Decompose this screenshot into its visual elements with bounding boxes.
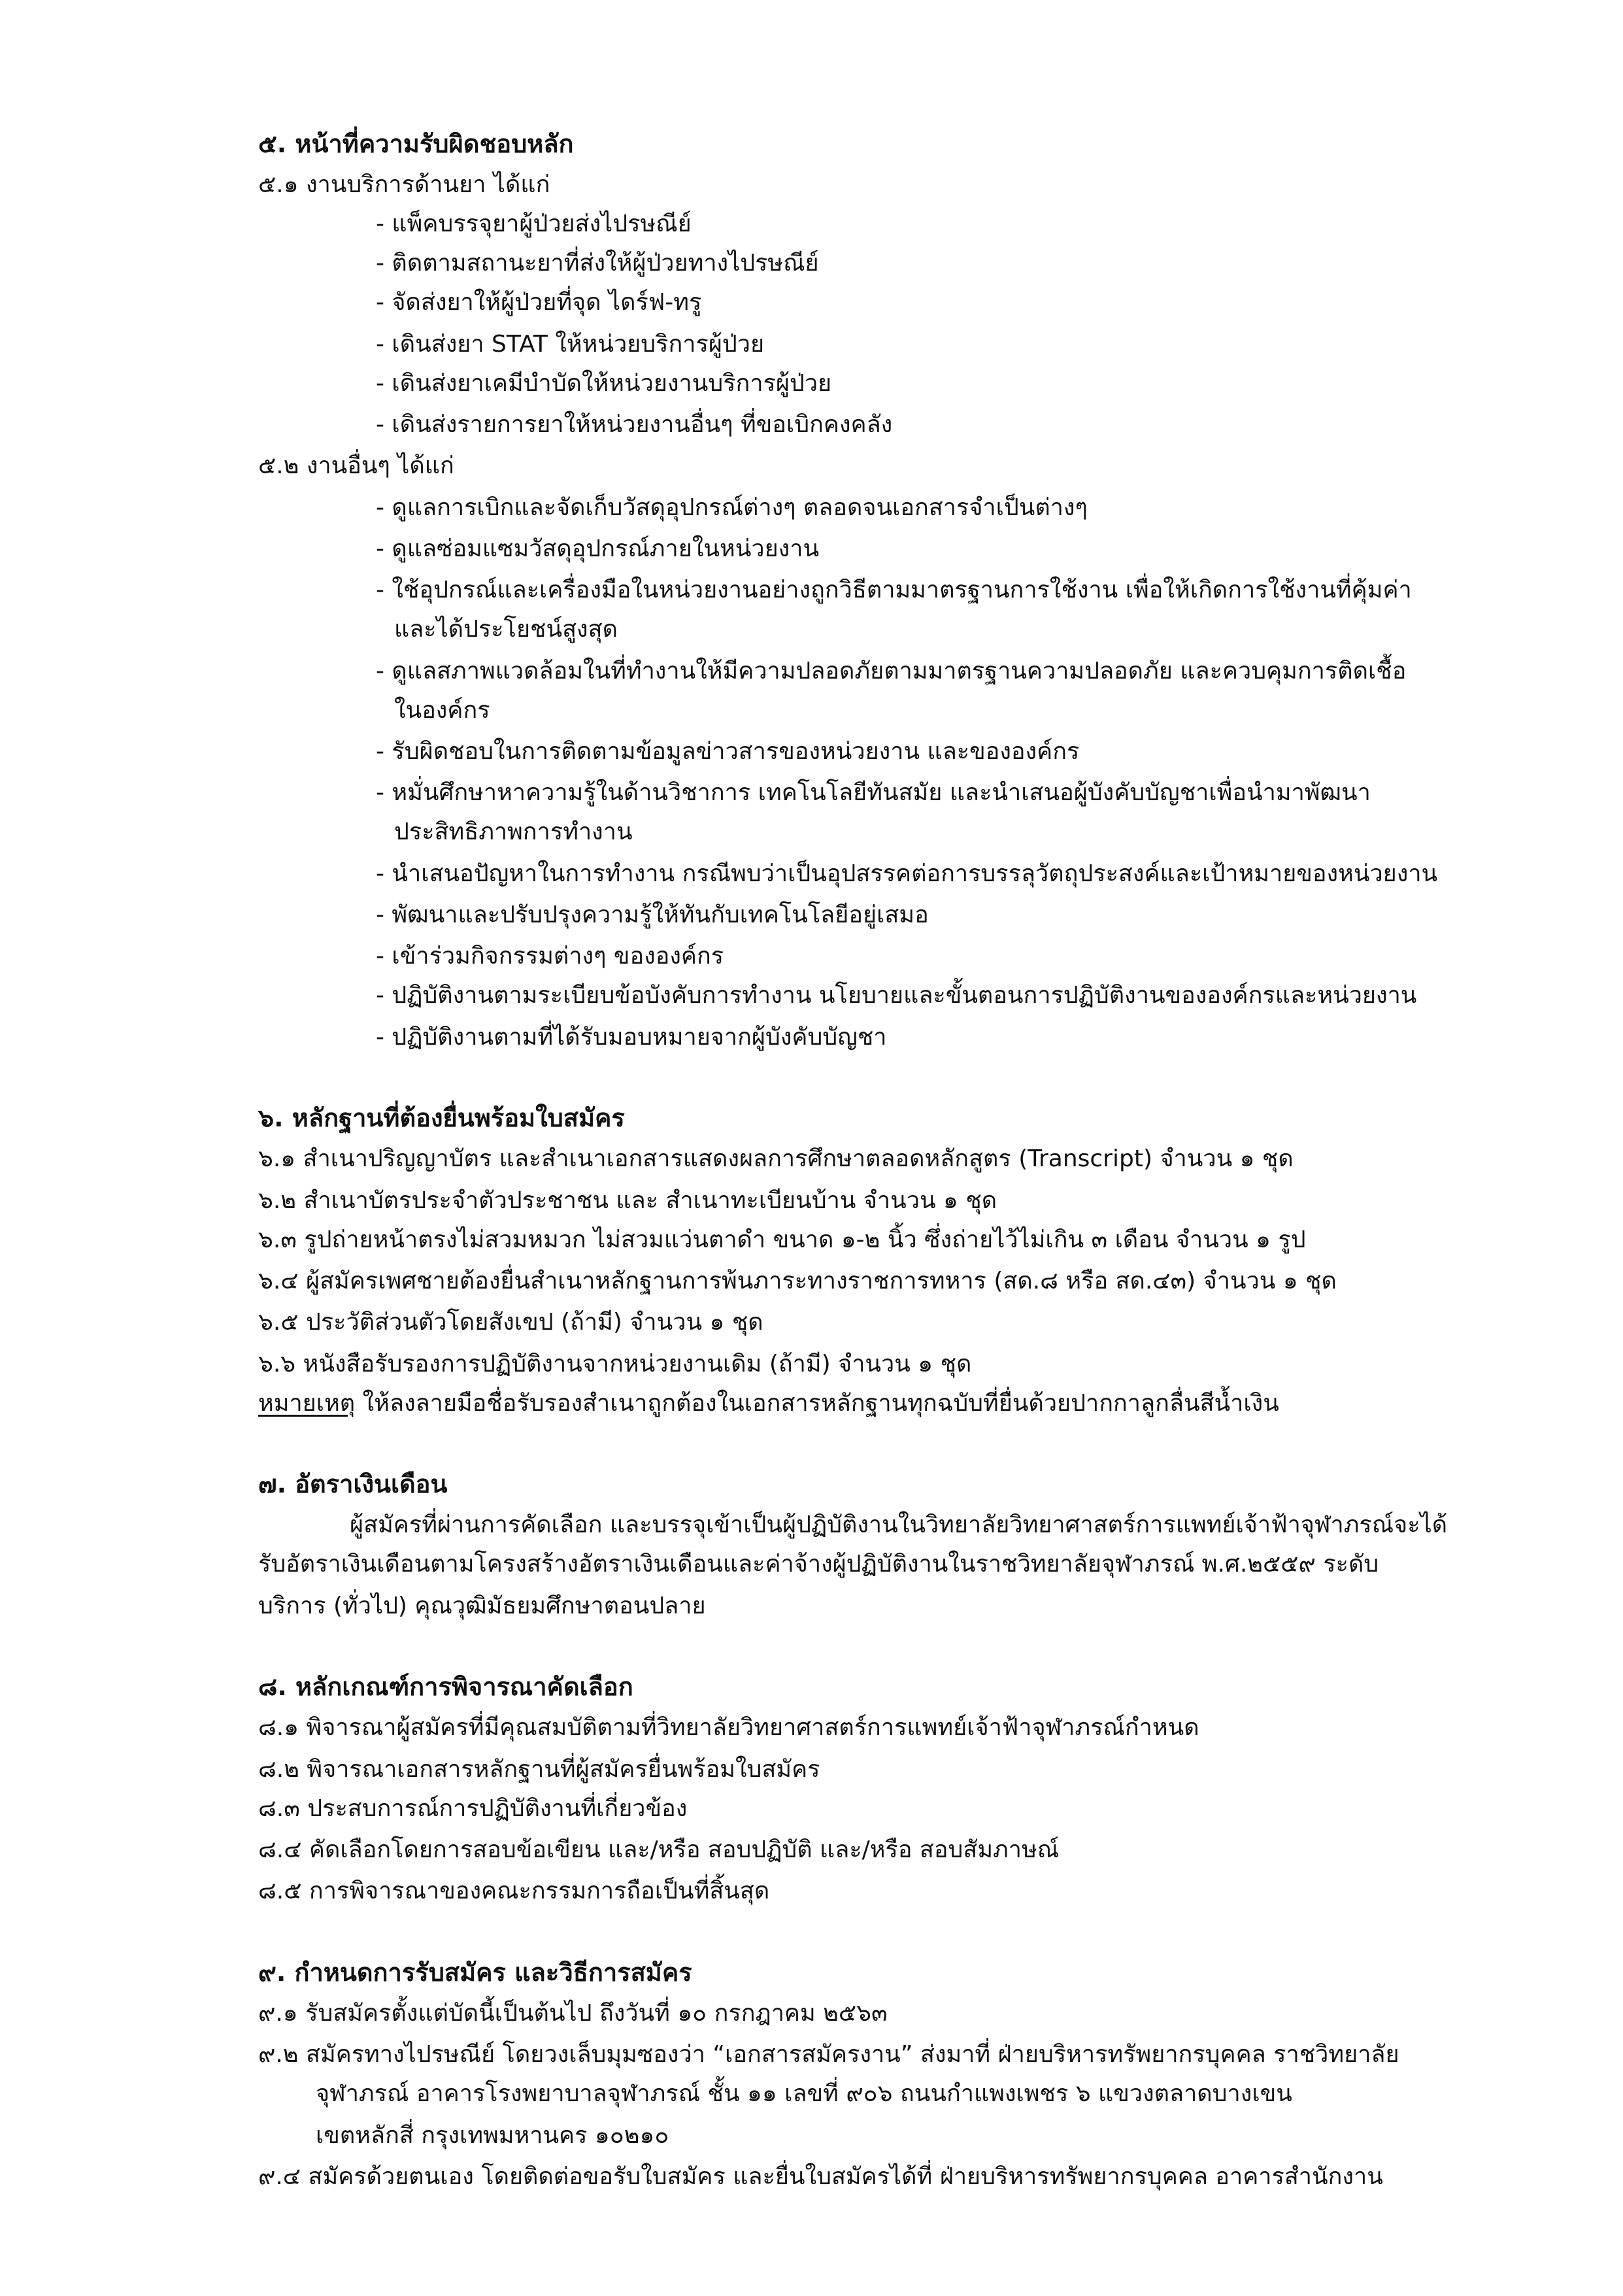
section-5-2-title: ๕.๒ งานอื่นๆ ได้แก่ (258, 452, 454, 479)
list-item: - ปฏิบัติงานตามระเบียบข้อบังคับการทำงาน นโยบายและขั้นตอนการปฏิบัติงานขององค์กรและหน่วยงาน (376, 982, 1417, 1009)
list-item: - ปฏิบัติงานตามที่ได้รับมอบหมายจากผู้บังคับบัญชา (376, 1024, 887, 1051)
list-item: - เข้าร่วมกิจกรรมต่างๆ ขององค์กร (376, 943, 724, 970)
list-item: ๖.๔ ผู้สมัครเพศชายต้องยื่นสำเนาหลักฐานการพ้นภาระทางราชการทหาร (สด.๘ หรือ สด.๔๓) จำนวน ๑ ชุด (258, 1268, 1337, 1294)
list-item: ๖.๕ ประวัติส่วนตัวโดยสังเขป (ถ้ามี) จำนวน ๑ ชุด (258, 1309, 763, 1336)
note-line (258, 1384, 1279, 1423)
list-item: - รับผิดชอบในการติดตามข้อมูลข่าวสารของหน่วยงาน และขององค์กร (376, 738, 1080, 765)
section-8-heading: ๘. หลักเกณฑ์การพิจารณาคัดเลือก (258, 1672, 633, 1701)
note-text: ให้ลงลายมือชื่อรับรองสำเนาถูกต้องในเอกสารหลักฐานทุกฉบับที่ยื่นด้วยปากกาลูกลื่นสีน้ำเงิน (355, 1390, 1279, 1417)
list-item: ๘.๕ การพิจารณาของคณะกรรมการถือเป็นที่สิ้นสุด (258, 1878, 770, 1904)
paragraph-line: บริการ (ทั่วไป) คุณวุฒิมัธยมศึกษาตอนปลาย (258, 1593, 706, 1619)
list-item: - ติดตามสถานะยาที่ส่งให้ผู้ป่วยทางไปรษณีย์ (376, 250, 819, 277)
section-7-heading: ๗. อัตราเงินเดือน (258, 1470, 448, 1498)
paragraph-line: ผู้สมัครที่ผ่านการคัดเลือก และบรรจุเข้าเป็นผู้ปฏิบัติงานในวิทยาลัยวิทยาศาสตร์การแพทย์เจ้าฟ้าจุฬาภรณ์จะได้ (350, 1511, 1448, 1538)
paragraph-line: รับอัตราเงินเดือนตามโครงสร้างอัตราเงินเดือนและค่าจ้างผู้ปฏิบัติงานในราชวิทยาลัยจุฬาภรณ์ พ.ศ.๒๕๕๙ ระดับ (258, 1551, 1379, 1578)
list-item-continuation: และได้ประโยชน์สูงสุด (394, 616, 618, 643)
list-item: - แพ็คบรรจุยาผู้ป่วยส่งไปรษณีย์ (376, 211, 692, 237)
note-label: หมายเหตุ (258, 1390, 356, 1417)
list-item-continuation: ในองค์กร (394, 697, 490, 724)
list-item: - ดูแลสภาพแวดล้อมในที่ทำงานให้มีความปลอดภัยตามมาตรฐานความปลอดภัย และควบคุมการติดเชื้อ (376, 658, 1407, 684)
list-item: - หมั่นศึกษาหาความรู้ในด้านวิชาการ เทคโนโลยีทันสมัย และนำเสนอผู้บังคับบัญชาเพื่อนำมาพัฒนา (376, 779, 1371, 806)
list-item: ๖.๓ รูปถ่ายหน้าตรงไม่สวมหมวก ไม่สวมแว่นตาดำ ขนาด ๑-๒ นิ้ว ซึ่งถ่ายไว้ไม่เกิน ๓ เดือน จำนวน ๑ รูป (258, 1226, 1306, 1253)
list-item: - เดินส่งยา STAT ให้หน่วยบริการผู้ป่วย (376, 331, 765, 358)
list-item: ๖.๑ สำเนาปริญญาบัตร และสำเนาเอกสารแสดงผลการศึกษาตลอดหลักสูตร (Transcript) จำนวน ๑ ชุด (258, 1145, 1294, 1172)
list-item: - ดูแลการเบิกและจัดเก็บวัสดุอุปกรณ์ต่างๆ ตลอดจนเอกสารจำเป็นต่างๆ (376, 494, 1088, 521)
list-item: ๙.๔ สมัครด้วยตนเอง โดยติดต่อขอรับใบสมัคร และยื่นใบสมัครได้ที่ ฝ่ายบริหารทรัพยากรบุคคล อาคารสำนักงาน (258, 2163, 1383, 2190)
list-item: - ดูแลซ่อมแซมวัสดุอุปกรณ์ภายในหน่วยงาน (376, 535, 820, 562)
list-item: - พัฒนาและปรับปรุงความรู้ให้ทันกับเทคโนโลยีอยู่เสมอ (376, 902, 929, 928)
list-item: ๘.๑ พิจารณาผู้สมัครที่มีคุณสมบัติตามที่วิทยาลัยวิทยาศาสตร์การแพทย์เจ้าฟ้าจุฬาภรณ์กำหนด (258, 1714, 1199, 1741)
list-item: ๙.๑ รับสมัครตั้งแต่บัดนี้เป็นต้นไป ถึงวันที่ ๑๐ กรกฎาคม ๒๕๖๓ (258, 2000, 888, 2027)
list-item-continuation: จุฬาภรณ์ อาคารโรงพยาบาลจุฬาภรณ์ ชั้น ๑๑ เลขที่ ๙๐๖ ถนนกำแพงเพชร ๖ แขวงตลาดบางเขน (316, 2080, 1292, 2107)
section-9-heading: ๙. กำหนดการรับสมัคร และวิธีการสมัคร (258, 1958, 692, 1987)
section-6-heading: ๖. หลักฐานที่ต้องยื่นพร้อมใบสมัคร (258, 1104, 625, 1132)
list-item: ๖.๖ หนังสือรับรองการปฏิบัติงานจากหน่วยงานเดิม (ถ้ามี) จำนวน ๑ ชุด (258, 1351, 972, 1377)
list-item: ๘.๓ ประสบการณ์การปฏิบัติงานที่เกี่ยวข้อง (258, 1795, 688, 1822)
list-item-continuation: เขตหลักสี่ กรุงเทพมหานคร ๑๐๒๑๐ (316, 2122, 669, 2149)
section-5-heading: ๕. หน้าที่ความรับผิดชอบหลัก (258, 129, 574, 158)
list-item: - เดินส่งยาเคมีบำบัดให้หน่วยงานบริการผู้ป่วย (376, 370, 832, 397)
list-item: - จัดส่งยาให้ผู้ป่วยที่จุด ไดร์ฟ-ทรู (376, 289, 702, 316)
list-item: ๘.๒ พิจารณาเอกสารหลักฐานที่ผู้สมัครยื่นพร้อมใบสมัคร (258, 1756, 820, 1783)
list-item: - เดินส่งรายการยาให้หน่วยงานอื่นๆ ที่ขอเบิกคงคลัง (376, 411, 893, 438)
list-item: - ใช้อุปกรณ์และเครื่องมือในหน่วยงานอย่างถูกวิธีตามมาตรฐานการใช้งาน เพื่อให้เกิดการใช้งานที่คุ้มค่า (376, 577, 1412, 603)
list-item: ๖.๒ สำเนาบัตรประจำตัวประชาชน และ สำเนาทะเบียนบ้าน จำนวน ๑ ชุด (258, 1187, 997, 1214)
list-item-continuation: ประสิทธิภาพการทำงาน (394, 819, 633, 845)
list-item: ๘.๔ คัดเลือกโดยการสอบข้อเขียน และ/หรือ สอบปฏิบัติ และ/หรือ สอบสัมภาษณ์ (258, 1836, 1060, 1863)
list-item: ๙.๒ สมัครทางไปรษณีย์ โดยวงเล็บมุมซองว่า “เอกสารสมัครงาน” ส่งมาที่ ฝ่ายบริหารทรัพยากรบุคคล ราชวิทยาลัย (258, 2041, 1399, 2068)
section-5-1-title: ๕.๑ งานบริการด้านยา ได้แก่ (258, 171, 550, 198)
list-item: - นำเสนอปัญหาในการทำงาน กรณีพบว่าเป็นอุปสรรคต่อการบรรลุวัตถุประสงค์และเป้าหมายของหน่วยงาน (376, 860, 1438, 887)
